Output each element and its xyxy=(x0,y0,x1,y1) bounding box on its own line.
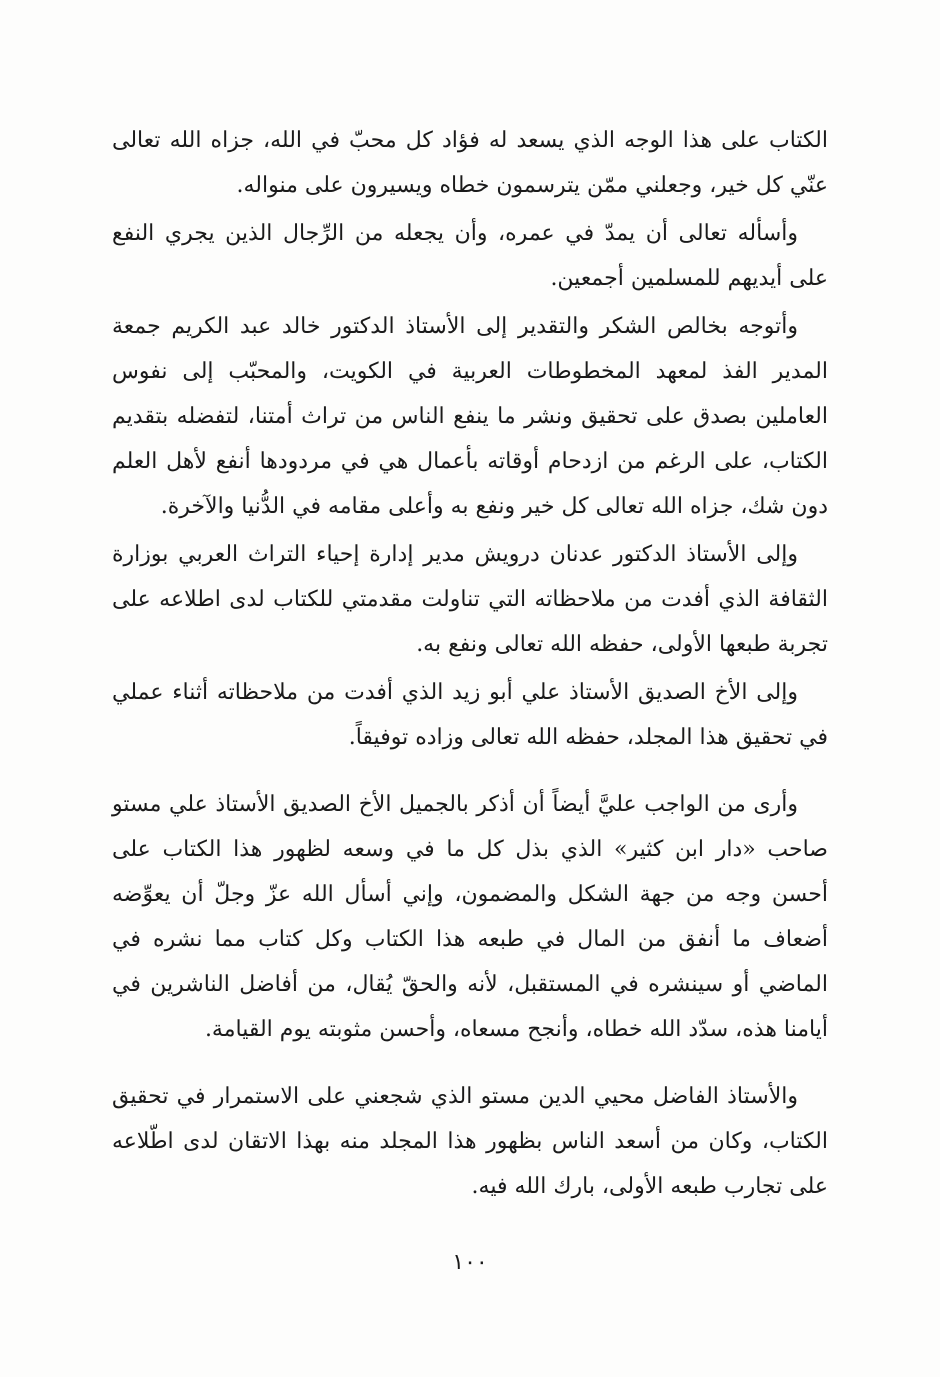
paragraph-5: وإلى الأخ الصديق الأستاذ علي أبو زيد الذي أفدت من ملاحظاته أثناء عملي في تحقيق هذا المجلد، حفظه الله تعالى وزاده توفيقاً. xyxy=(112,680,828,750)
paragraph-1: الكتاب على هذا الوجه الذي يسعد له فؤاد كل محبّ في الله، جزاه الله تعالى عنّي كل خير، وجعلني ممّن يترسمون خطاه ويسيرون على منواله. xyxy=(112,128,828,198)
paragraph-6: وأرى من الواجب عليَّ أيضاً أن أذكر بالجميل الأخ الصديق الأستاذ علي مستو صاحب «دار ابن كثير» الذي بذل كل ما في وسعه لظهور هذا الكتاب على أحسن وجه من جهة الشكل والمضمون، وإني أسأل الله عزّ وجلّ أن يعوِّضه أضعاف ما أنفق من المال في طبعه هذا الكتاب وكل كتاب مما نشره في الماضي أو سينشره في المستقبل، لأنه والحقّ يُقال، من أفاضل الناشرين في أيامنا هذه، سدّد الله خطاه، وأنجح مسعاه، وأحسن مثوبته يوم القيامة. xyxy=(112,792,828,1042)
body-text xyxy=(112,118,828,1209)
paragraph-7: والأستاذ الفاضل محيي الدين مستو الذي شجعني على الاستمرار في تحقيق الكتاب، وكان من أسعد الناس بظهور هذا المجلد منه بهذا الاتقان لدى اطّلاعه على تجارب طبعه الأولى، بارك الله فيه. xyxy=(112,1084,828,1199)
paragraph-4: وإلى الأستاذ الدكتور عدنان درويش مدير إدارة إحياء التراث العربي بوزارة الثقافة الذي أفدت من ملاحظاته التي تناولت مقدمتي للكتاب لدى اطلاعه على تجربة طبعها الأولى، حفظه الله تعالى ونفع به. xyxy=(112,542,828,657)
paragraph-3: وأتوجه بخالص الشكر والتقدير إلى الأستاذ الدكتور خالد عبد الكريم جمعة المدير الفذ لمعهد المخطوطات العربية في الكويت، والمحبّب إلى نفوس العاملين بصدق على تحقيق ونشر ما ينفع الناس من تراث أمتنا، لتفضله بتقديم الكتاب، على الرغم من ازدحام أوقاته بأعمال هي في مردودها أنفع لأهل العلم دون شك، جزاه الله تعالى كل خير ونفع به وأعلى مقامه في الدُّنيا والآخرة. xyxy=(112,314,828,519)
page-number: ١٠٠ xyxy=(452,1250,488,1275)
paragraph-2: وأسأله تعالى أن يمدّ في عمره، وأن يجعله من الرِّجال الذين يجري النفع على أيديهم للمسلمين أجمعين. xyxy=(112,221,828,291)
